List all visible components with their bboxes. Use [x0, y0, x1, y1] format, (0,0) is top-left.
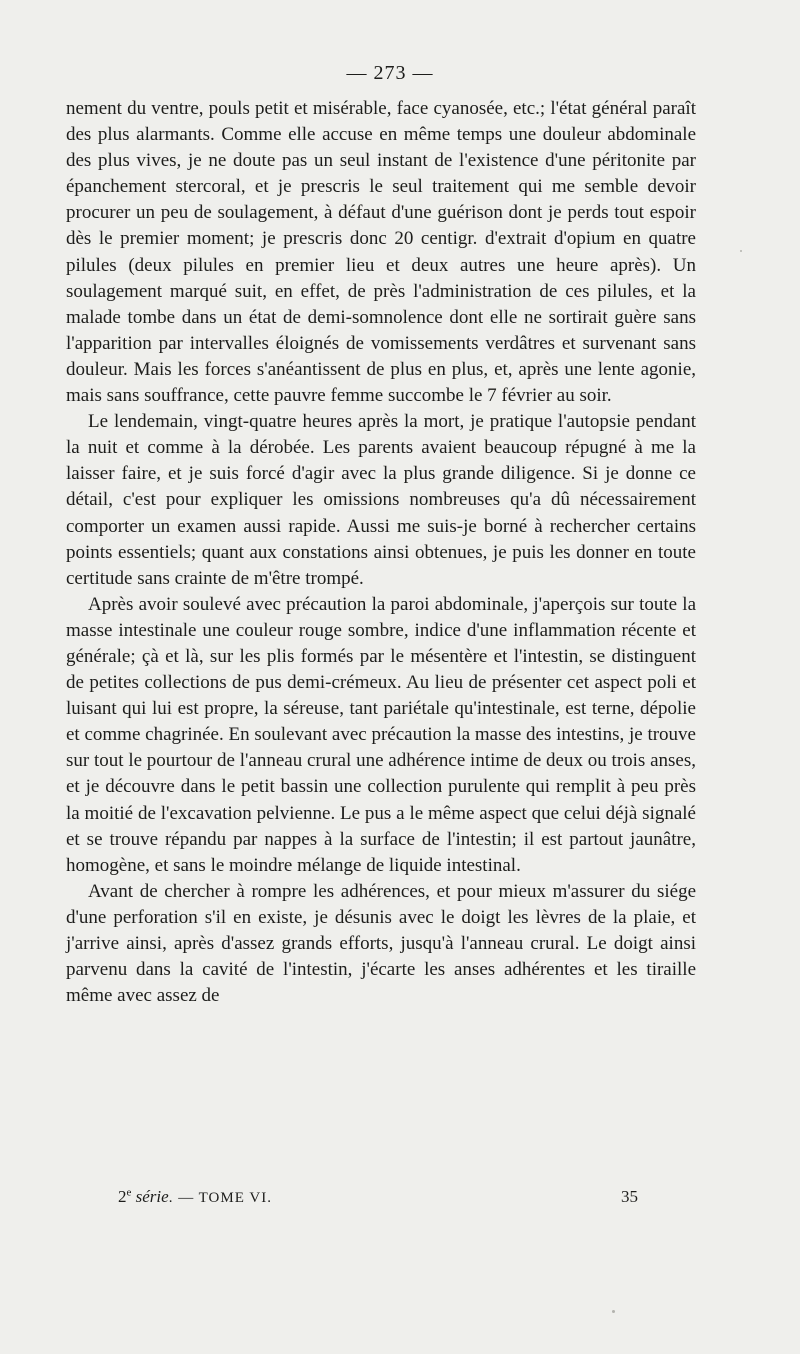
tome-label: . — TOME VI.	[168, 1190, 272, 1206]
paragraph-2: Le lendemain, vingt-quatre heures après la mort, je pratique l'autopsie pendant la nuit et comme à la dérobée. Les parents avaient beaucoup répugné à me la laisser faire, et je suis forcé d'agir avec la plus grande diligence. Si je donne ce détail, c'est pour expliquer les omissions nombreuses qu'a dû nécessairement comporter un examen aussi rapide. Aussi me suis-je borné à rechercher certains points essentiels; quant aux constations ainsi obtenues, je puis les donner en toute certitude sans crainte de m'être trompé.	[66, 411, 696, 589]
paper-speck	[612, 1310, 615, 1313]
series-superscript: e	[126, 1186, 132, 1199]
series-word: série	[135, 1187, 169, 1206]
paragraph-1: nement du ventre, pouls petit et misérable, face cyanosée, etc.; l'état général paraît des plus alarmants. Comme elle accuse en même temps une douleur abdominale des plus vives, je ne doute pas un seul instant de l'existence d'une péritonite par épanchement stercoral, et je prescris le seul traitement qui me semble devoir procurer un peu de soulagement, à défaut d'une guérison dont je perds tout espoir dès le premier moment; je prescris donc 20 centigr. d'extrait d'opium en quatre pilules (deux pilules en premier lieu et deux autres une heure après). Un soulagement marqué suit, en effet, de près l'administration de ces pilules, et la malade tombe dans un état de demi-somnolence dont elle ne sortirait guère sans l'apparition par intervalles éloignés de vomissements verdâtres et survenant sans douleur. Mais les forces s'anéantissent de plus en plus, et, après une lente agonie, mais sans souffrance, cette pauvre femme succombe le 7 février au soir.	[66, 98, 696, 407]
printer-signature-line	[118, 1187, 638, 1207]
body-text	[66, 96, 696, 1009]
page-number: — 273 —	[346, 62, 434, 84]
sheet-number: 35	[621, 1187, 638, 1206]
paragraph-3: Après avoir soulevé avec précaution la paroi abdominale, j'aperçois sur toute la masse intestinale une couleur rouge sombre, indice d'une inflammation récente et générale; çà et là, sur les plis formés par le mésentère et l'intestin, se distinguent de petites collections de pus demi-crémeux. Au lieu de présenter cet aspect poli et luisant qui lui est propre, la séreuse, tant pariétale qu'intestinale, est terne, dépolie et comme chagrinée. En soulevant avec précaution la masse des intestins, je trouve sur tout le pourtour de l'anneau crural une adhérence intime de deux ou trois anses, et je découvre dans le petit bassin une collection purulente qui remplit à peu près la moitié de l'excavation pelvienne. Le pus a le même aspect que celui déjà signalé et se trouve répandu par nappes à la surface de l'intestin; il est partout jaunâtre, homogène, et sans le moindre mélange de liquide intestinal.	[66, 593, 696, 876]
paragraph-4: Avant de chercher à rompre les adhérences, et pour mieux m'assurer du siége d'une perforation s'il en existe, je désunis avec le doigt les lèvres de la plaie, et j'arrive ainsi, après d'assez grands efforts, jusqu'à l'anneau crural. Le doigt ainsi parvenu dans la cavité de l'intestin, j'écarte les anses adhérentes et les tiraille même avec assez de	[66, 880, 696, 1007]
paper-speck	[740, 250, 742, 252]
series-label	[118, 1187, 272, 1207]
series-number: 2	[118, 1187, 127, 1206]
